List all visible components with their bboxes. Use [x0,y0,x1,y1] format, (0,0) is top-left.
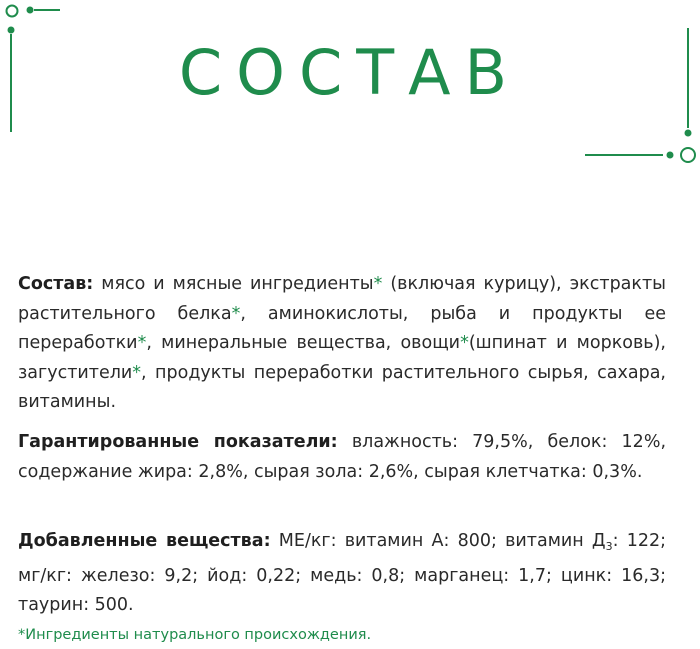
additives-text: : 122; мг/кг: железо: 9,2; йод: 0,22; медь: 0,8; марганец: 1,7; цинк: 16,3; таурин: 500. [18,531,667,615]
guaranteed-label: Гарантированные показатели: [18,432,338,452]
composition-text: (шпинат и морковь), загустители [18,333,666,383]
composition-text: , аминокислоты, рыба и продукты ее переработки [18,303,666,353]
composition-text: , минеральные вещества, овощи [146,333,461,353]
footnote-text: Ингредиенты натурального происхождения. [25,627,372,643]
guaranteed-paragraph [18,428,666,487]
guaranteed-text: влажность: 79,5%, белок: 12%, содержание жира: 2,8%, сырая зола: 2,6%, сырая клетчатка: 0,3%. [18,432,667,482]
composition-paragraph [18,270,666,418]
composition-text: мясо и мясные ингредиенты [93,274,374,294]
vitamin-d-subscript: 3 [605,540,613,553]
natural-star: * [373,274,383,294]
additives-text: МЕ/кг: витамин А: 800; витамин Д [270,531,606,551]
composition-text: (включая курицу), экстракты растительного белка [18,274,666,324]
footnote-star: * [18,627,26,643]
composition-label: Состав: [18,274,94,294]
footnote [18,626,371,644]
additives-paragraph [18,527,666,621]
natural-star: * [132,362,142,383]
natural-star: * [231,303,241,324]
page-title: СОСТАВ [178,36,522,109]
natural-star: * [460,333,469,353]
composition-text: , продукты переработки растительного сырья, сахара, витамины. [18,362,666,412]
natural-star: * [137,333,147,353]
additives-label: Добавленные вещества: [18,531,271,551]
